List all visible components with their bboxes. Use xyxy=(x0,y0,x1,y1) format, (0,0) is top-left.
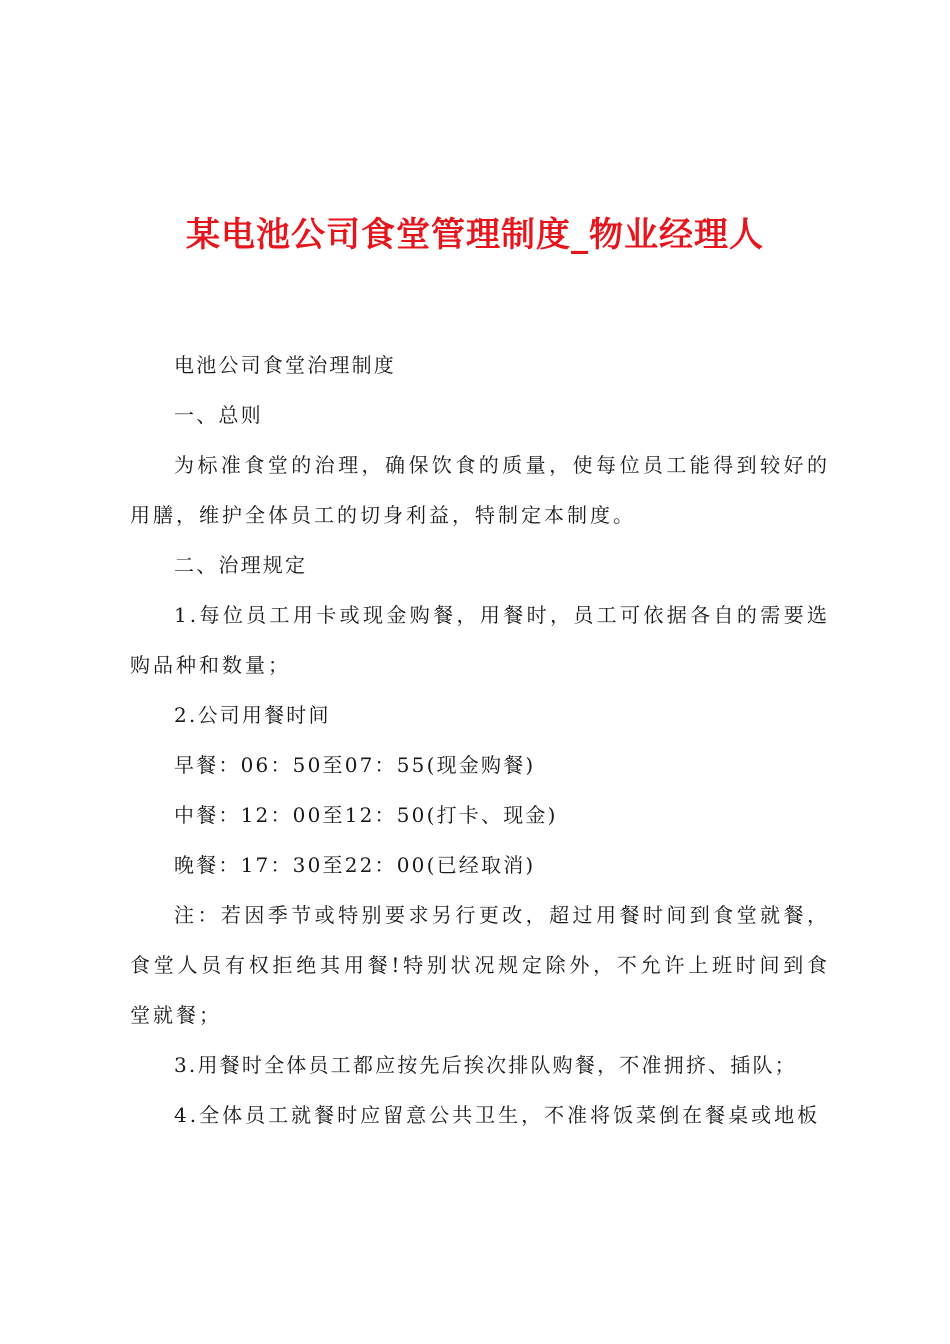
rule-1: 1.每位员工用卡或现金购餐，用餐时，员工可依据各自的需要选购品种和数量； xyxy=(130,603,830,677)
rule-2: 2.公司用餐时间 xyxy=(174,703,331,727)
rule-3: 3.用餐时全体员工都应按先后挨次排队购餐，不准拥挤、插队； xyxy=(174,1053,797,1077)
paragraph-heading: 电池公司食堂治理制度 xyxy=(174,353,396,377)
section-rules: 二、治理规定 xyxy=(174,553,308,577)
document-body xyxy=(130,340,830,1140)
lunch-time: 中餐：12：00至12：50(打卡、现金) xyxy=(174,803,558,827)
paragraph-purpose: 为标准食堂的治理，确保饮食的质量，使每位员工能得到较好的用膳，维护全体员工的切身利益，特制定本制度。 xyxy=(130,453,830,527)
breakfast-time: 早餐：06：50至07：55(现金购餐) xyxy=(174,753,536,777)
dinner-time: 晚餐：17：30至22：00(已经取消) xyxy=(174,853,536,877)
section-general: 一、总则 xyxy=(174,403,263,427)
document-title: 某电池公司食堂管理制度_物业经理人 xyxy=(186,215,764,255)
note-paragraph: 注：若因季节或特别要求另行更改，超过用餐时间到食堂就餐，食堂人员有权拒绝其用餐!特别状况规定除外，不允许上班时间到食堂就餐； xyxy=(130,903,830,1027)
rule-4: 4.全体员工就餐时应留意公共卫生，不准将饭菜倒在餐桌或地板 xyxy=(174,1103,821,1127)
